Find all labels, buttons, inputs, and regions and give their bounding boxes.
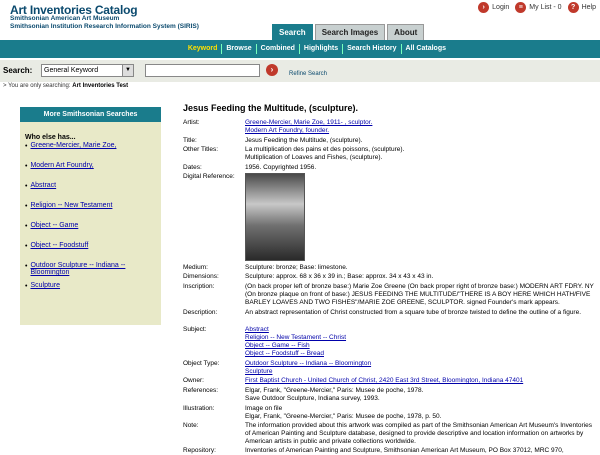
field-medium: Medium: Sculpture: bronze; Base: limestone. [183, 264, 348, 271]
tab-about[interactable]: About [387, 24, 424, 40]
field-title: Title: Jesus Feeding the Multitude, (sculpture). [183, 137, 363, 144]
mylist-link[interactable]: ≡ My List - 0 [515, 2, 561, 13]
main-tabs [272, 24, 424, 40]
sidebar-item[interactable]: • Sculpture [25, 282, 61, 290]
sidebar-item[interactable]: • Outdoor Sculpture -- Indiana -- Bloomington [25, 262, 126, 276]
field-subject: Subject: Abstract Religion -- New Testament -- Christ Object -- Game -- Fish Object -- Foodstuff -- Bread [183, 326, 347, 357]
sidebar-item[interactable]: • Greene-Mercier, Marie Zoe, [25, 142, 117, 150]
field-repository: Repository: Inventories of American Painting and Sculpture, Smithsonian American Art Museum, PO Box 37012, MRC 970, [183, 447, 564, 454]
search-label: Search: [3, 66, 33, 75]
record-detail [183, 103, 594, 454]
field-note: Note: The information provided about this artwork was compiled as part of the Smithsonian American Art Museum's Inventories of American Painting and Sculpture database, designed to provide descriptive and location information on artworks by American artists in public and private collections worldwide. [183, 422, 592, 445]
artist-link[interactable]: Greene-Mercier, Marie Zoe, 1911- , sculptor. [245, 119, 373, 126]
search-scope: > You are only searching: Art Inventories Test [3, 83, 129, 89]
object-type-link[interactable]: Sculpture [245, 368, 273, 375]
field-description: Description: An abstract representation of Christ constructed from a square tube of bronze twisted to define the outline of a figure. [183, 309, 582, 316]
siris-name: Smithsonian Institution Research Information System (SIRIS) [10, 23, 199, 30]
sidebar-subheading: Who else has... [25, 134, 76, 141]
search-scope-target: Art Inventories Test [72, 83, 129, 89]
nav-search-history[interactable]: Search History [342, 44, 400, 54]
field-owner: Owner: First Baptist Church - United Church of Christ, 2420 East 3rd Street, Bloomington, Indiana 47401 [183, 377, 524, 384]
sidebar-item[interactable]: • Religion -- New Testament [25, 202, 113, 210]
subject-link[interactable]: Object -- Foodstuff -- Bread [245, 350, 324, 357]
sidebar-heading: More Smithsonian Searches [20, 107, 161, 122]
field-dates: Dates: 1956. Copyrighted 1956. [183, 164, 317, 171]
subject-link[interactable]: Religion -- New Testament -- Christ [245, 334, 347, 341]
owner-link[interactable]: First Baptist Church - United Church of Christ, 2420 East 3rd Street, Bloomington, Indiana 47401 [245, 377, 524, 384]
nav-keyword[interactable]: Keyword [187, 45, 218, 52]
refine-search-link[interactable]: Refine Search [289, 71, 328, 77]
login-icon: › [478, 2, 489, 13]
sidebar-item[interactable]: • Abstract [25, 182, 57, 190]
nav-all-catalogs[interactable]: All Catalogs [401, 44, 450, 54]
go-button[interactable]: › [266, 64, 278, 76]
nav-highlights[interactable]: Highlights [299, 44, 342, 54]
subject-link[interactable]: Object -- Game -- Fish [245, 342, 310, 349]
search-input[interactable] [145, 64, 260, 77]
field-inscription: Inscription: (On back proper left of bronze base:) Marie Zoe Greene (On back proper right of bronze base:) MODERN ART FDRY. NY (On bronze plaque on front of base:) JESUS FEEDING THE MULTITUDE/"THERE IS A BOY HERE WHICH HATH/FIVE BARLEY LOAVES AND TWO FISHES"/MARIE ZOE GREENE, SCULPTOR. signed Founder's mark appears. [183, 283, 594, 306]
search-type-value: General Keyword [44, 67, 99, 74]
search-type-select[interactable] [41, 64, 134, 77]
sidebar-item[interactable]: • Modern Art Foundry, [25, 162, 94, 170]
subnav [0, 40, 600, 58]
nav-combined[interactable]: Combined [256, 44, 299, 54]
museum-name: Smithsonian American Art Museum [10, 15, 120, 22]
field-other-titles: Other Titles: La multiplication des pains et des poissons, (sculpture). Multiplication of Loaves and Fishes, (sculpture). [183, 146, 405, 161]
help-link[interactable]: ? Help [568, 2, 596, 13]
object-type-link[interactable]: Outdoor Sculpture -- Indiana -- Bloomington [245, 360, 372, 367]
login-link[interactable]: › Login [478, 2, 509, 13]
header [0, 0, 600, 40]
field-dimensions: Dimensions: Sculpture: approx. 68 x 36 x 39 in.; Base: approx. 34 x 43 x 43 in. [183, 273, 434, 280]
subject-link[interactable]: Abstract [245, 326, 269, 333]
tab-search-images[interactable]: Search Images [315, 24, 385, 40]
sidebar-item[interactable]: • Object -- Foodstuff [25, 242, 89, 250]
list-icon: ≡ [515, 2, 526, 13]
search-bar [0, 60, 600, 82]
top-links [478, 2, 596, 13]
field-illustration: Illustration: Image on file Elgar, Frank, "Greene-Mercier," Paris: Musee de poche, 1978, p. 50. [183, 405, 442, 420]
sidebar [20, 107, 161, 325]
field-references: References: Elgar, Frank, "Greene-Mercier," Paris: Musee de poche, 1978. Save Outdoor Sculpture, Indiana survey, 1993. [183, 387, 424, 402]
founder-link[interactable]: Modern Art Foundry, founder. [245, 127, 330, 134]
record-title: Jesus Feeding the Multitude, (sculpture). [183, 103, 359, 113]
field-artist: Artist: Greene-Mercier, Marie Zoe, 1911- , sculptor. Modern Art Foundry, founder. [183, 119, 373, 134]
field-digital-reference: Digital Reference: [183, 173, 595, 261]
nav-browse[interactable]: Browse [221, 44, 255, 54]
sidebar-item[interactable]: • Object -- Game [25, 222, 79, 230]
help-icon: ? [568, 2, 579, 13]
tab-search[interactable]: Search [272, 24, 313, 40]
catalog-title: Art Inventories Catalog [10, 3, 138, 17]
field-object-type: Object Type: Outdoor Sculpture -- Indiana -- Bloomington Sculpture [183, 360, 372, 375]
chevron-down-icon: ▼ [122, 65, 133, 76]
artwork-thumbnail[interactable] [245, 173, 305, 261]
